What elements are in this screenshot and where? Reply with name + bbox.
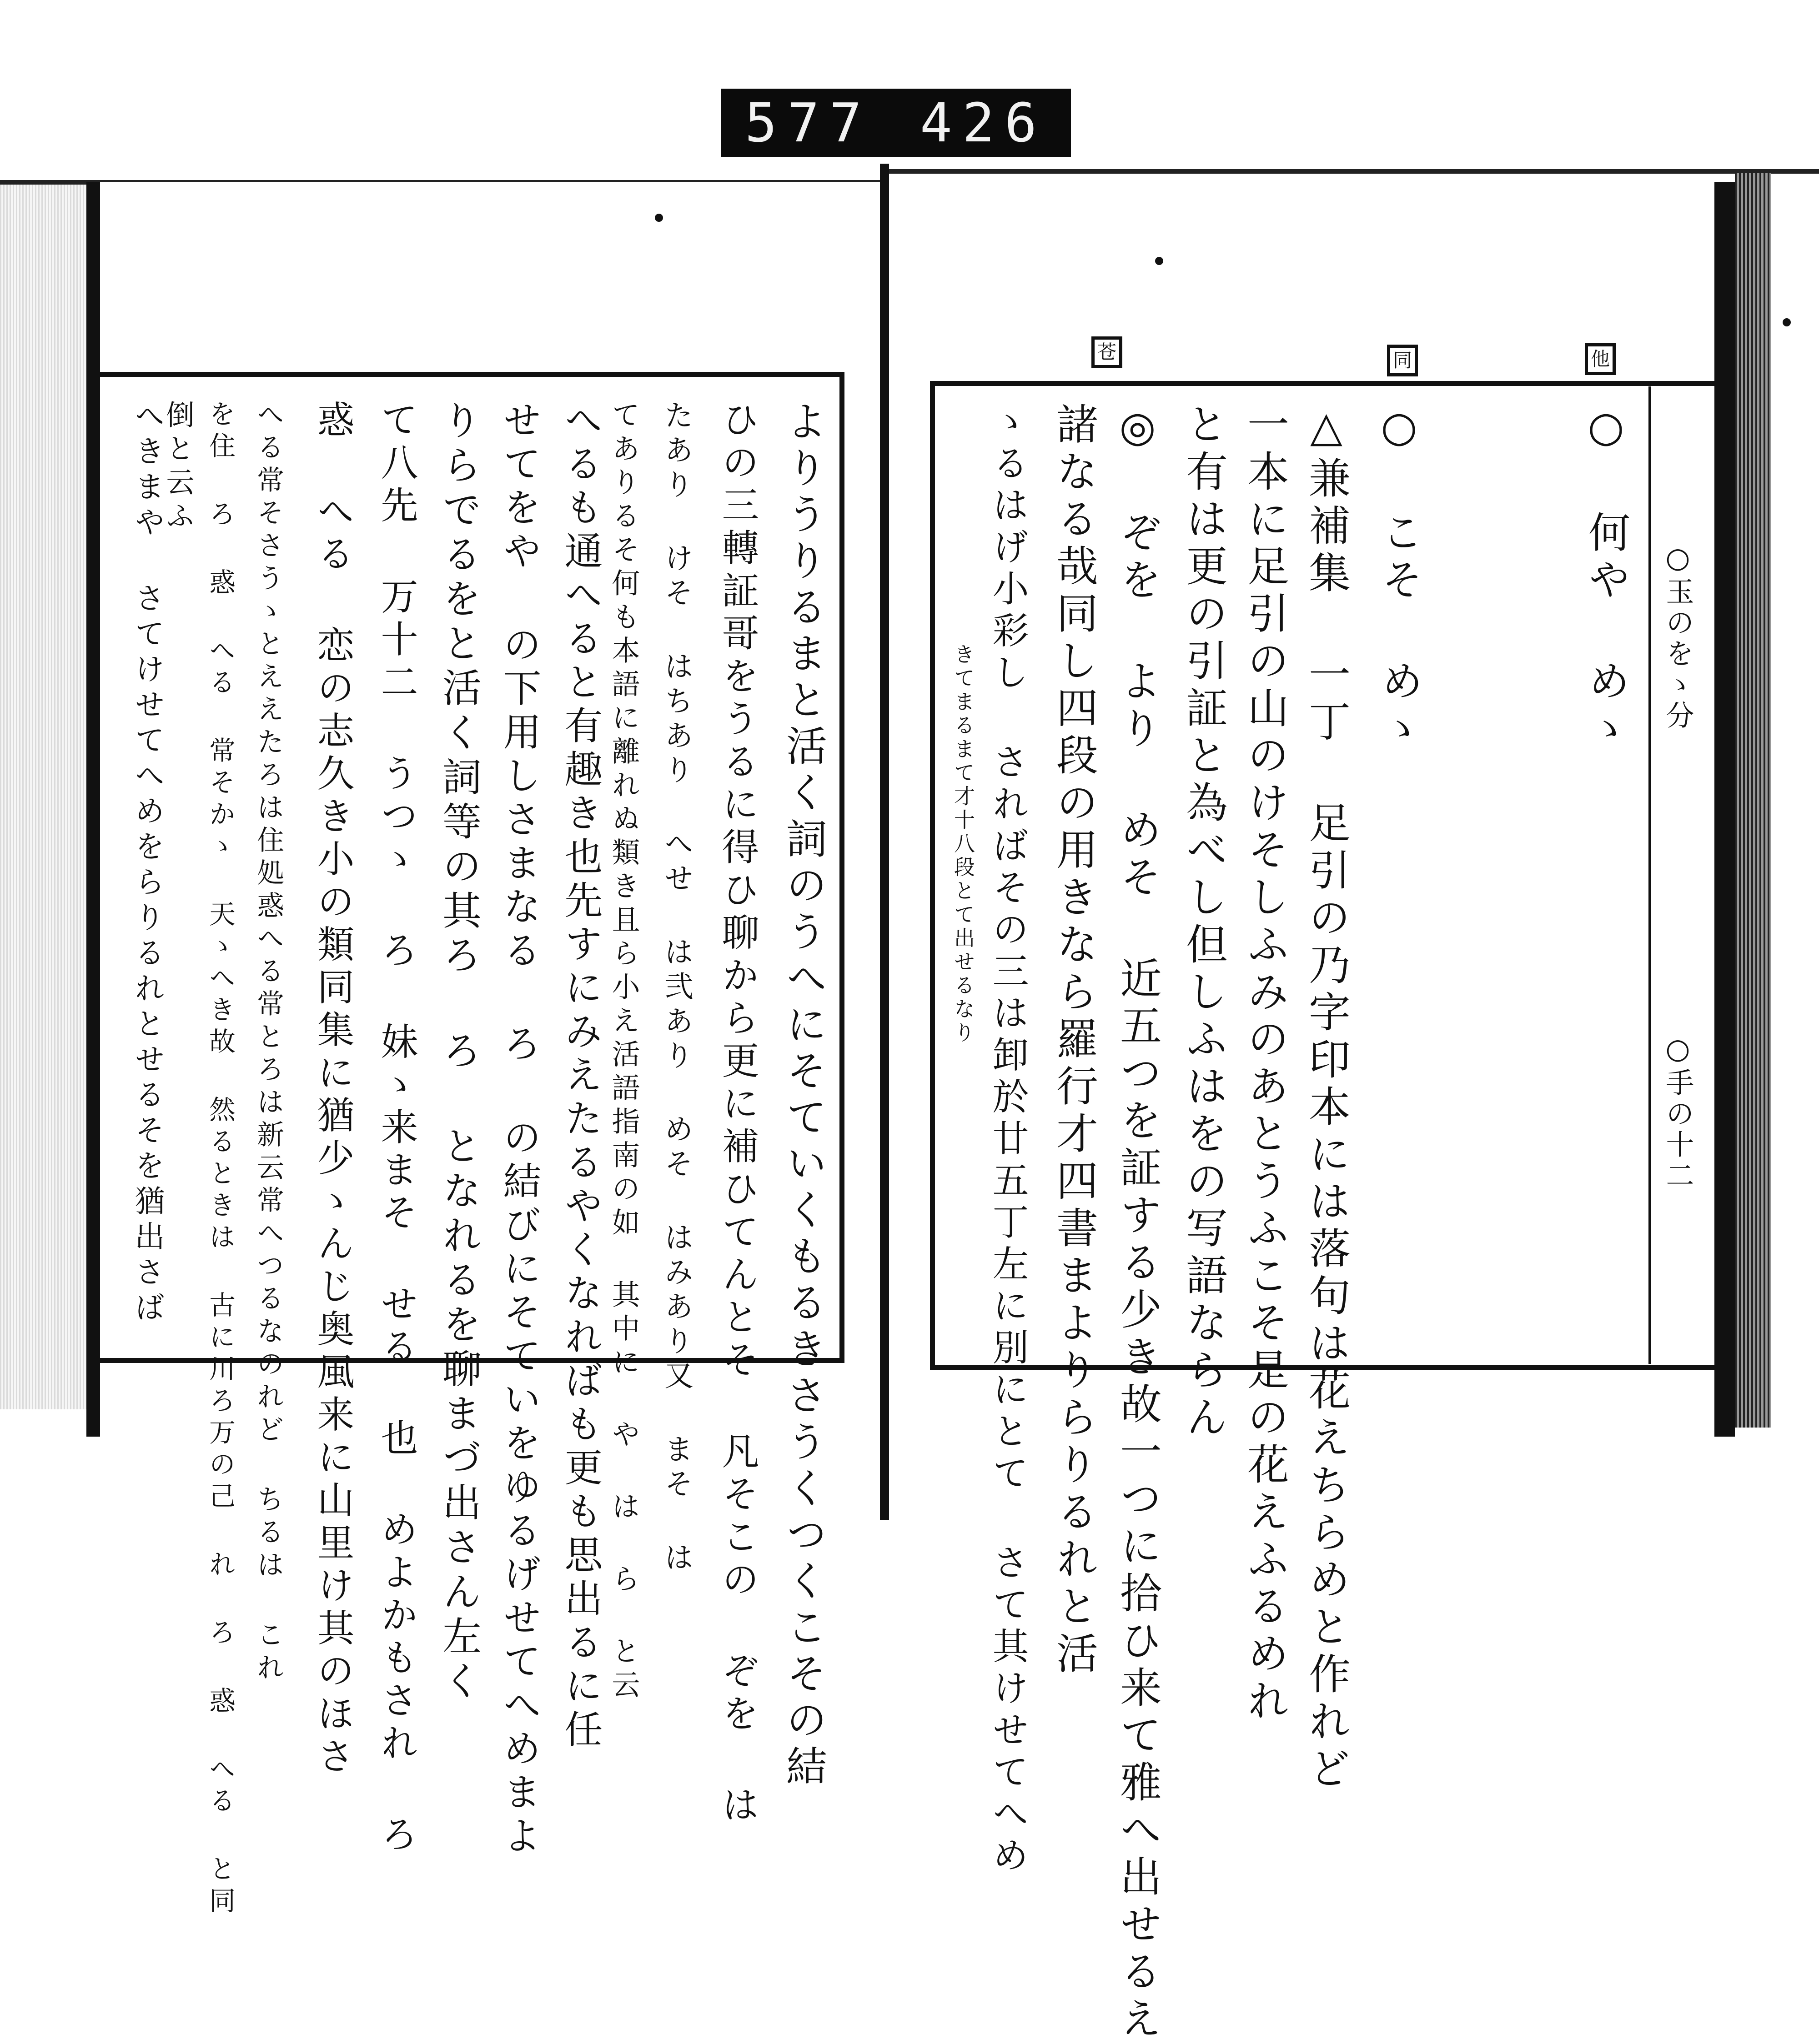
left-col-5: へるも通へると有趣き也先すにみえたるやくなればも更も思出るに任 [558, 400, 603, 1753]
right-col-7: 諸なる哉同し四段の用きなら羅行才四書まよりらりるれと活 [1050, 402, 1098, 1679]
right-col-3: △兼補集 一丁 足引の乃字印本には落句は花えちらめと作れど [1302, 402, 1351, 1794]
page-stack-edge-right [1735, 173, 1771, 1428]
film-label-right: 426 [920, 91, 1047, 154]
right-col-9-note: きてまるまて才十八段とて出せるなり [951, 643, 975, 1045]
side-note-page: ○手の十二 [1661, 1032, 1694, 1192]
left-col-13: へきまや さてけせてへめをらりるれとせるそを猶出さば [130, 400, 165, 1327]
left-col-12: 倒と云ふ [161, 400, 195, 535]
side-note-title: ○玉のをゝ分 [1661, 541, 1694, 731]
left-col-2: ひの三轉証哥をうるに得ひ聊から更に補ひてんとそ 凡そこの ぞを は [716, 400, 759, 1828]
right-col-5: と有は更の引証と為べし但しふはをの写語ならん [1179, 402, 1228, 1443]
left-col-8: て八先 万十二 うつゝ ろ 妹ゝ来まそ せる 也 めよかもされ ろ [375, 400, 418, 1858]
paper-speck [655, 214, 663, 222]
left-col-1: よりうりるまと活く詞のうへにそていくもるきさうくつくこその結 [779, 400, 827, 1791]
film-frame-label [721, 89, 1071, 157]
paper-speck [1783, 318, 1791, 326]
left-col-11: を住 ろ 惑 へる 常そかゝ 天ゝへき故 然るときは 古に川ろ万の己 れ ろ 惑 へる と同 [205, 400, 236, 1919]
left-col-3: たあり けそ はちあり へせ は弐あり めそ はみあり又 まそ は [659, 400, 693, 1577]
right-col-8: ゝるはげ小彩し さればその三は卸於廿五丁左に別にとて さて其けせてへめ [986, 402, 1029, 1878]
right-col-1: ○ 何や めゝ [1582, 402, 1630, 754]
film-label-left: 577 [744, 91, 872, 154]
margin-rule [1648, 386, 1651, 1364]
left-col-6: せてをや の下用しさまなる ろ の結びにそていをゆるげせてへめまよ [497, 400, 542, 1859]
right-col-4: 一本に足引の山のけそしふみのあとうふこそ是の花えふるめれ [1241, 402, 1289, 1726]
left-col-4: てありるそ何も本語に離れぬ類き且ら小え活語指南の如 其中に や は ら と云 [607, 400, 640, 1703]
left-col-10: へる常そさうゝとええたろは住処惑へる常とろは新云常へつるなのれど ちるは これ [252, 400, 284, 1686]
left-col-7: りらでるをと活く詞等の其ろ ろ となれるを聊まづ出さん左く [436, 400, 481, 1705]
book-spine [880, 164, 889, 1520]
header-stamp-3: 他 [1585, 343, 1616, 375]
header-stamp-2: 同 [1387, 345, 1418, 376]
right-col-6: ◎ ぞを より めそ 近五つを証する少き故一つに拾ひ来て雅へ出せるえ [1113, 402, 1162, 2044]
top-edge-right [889, 169, 1819, 174]
page-stack-shadow-left [0, 182, 86, 1409]
left-col-9: 惑 へる 恋の志久き小の類同集に猶少ゝんじ奥風来に山里け其のほさ [311, 400, 354, 1779]
right-col-2: ○ こそ めゝ [1375, 402, 1423, 754]
paper-speck [1155, 257, 1163, 265]
header-stamp-1: 苍 [1091, 336, 1122, 368]
